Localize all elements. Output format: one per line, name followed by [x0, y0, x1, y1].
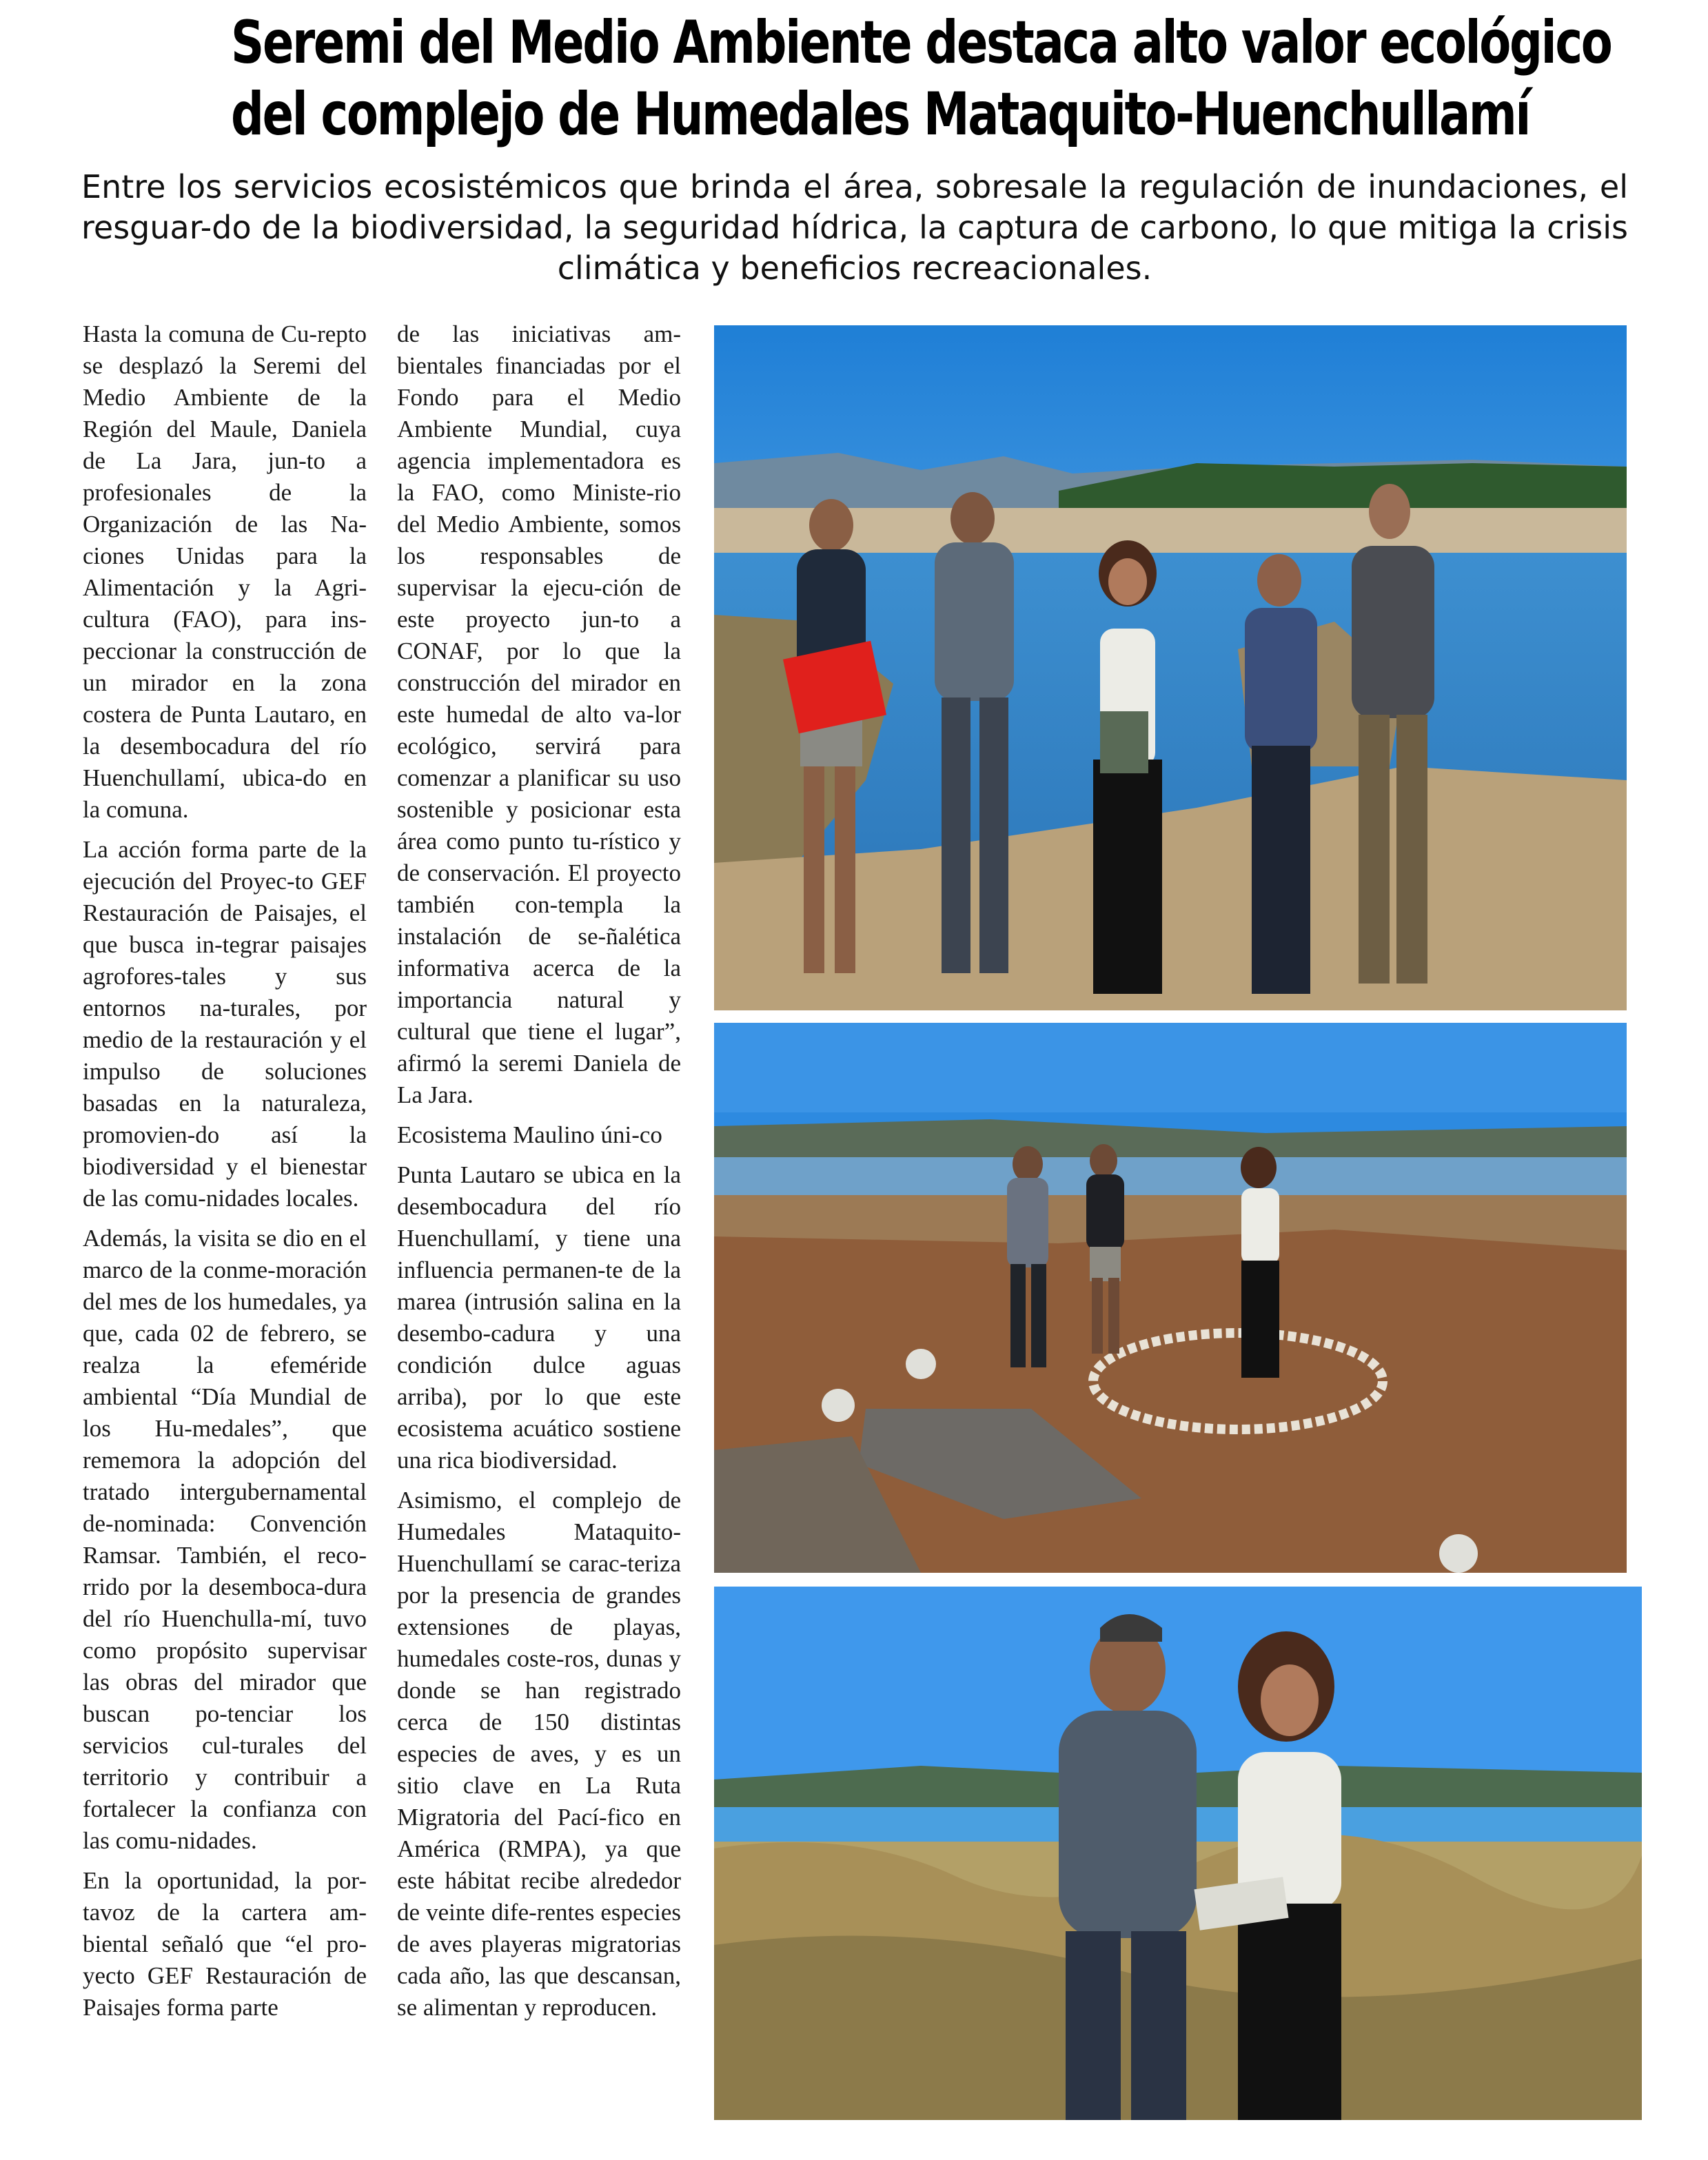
photo-site-illustration	[714, 1023, 1627, 1573]
paragraph: En la oportunidad, la por-tavoz de la cartera am-biental señaló que “el pro-yecto GEF Restauración de Paisajes forma parte	[83, 1867, 367, 2021]
paragraph: Hasta la comuna de Cu-repto se desplazó la Seremi del Medio Ambiente de la Región del Maule, Daniela de La Jara, jun-to a profesionales de la Organización de las Na-ciones Unidas para la Alimentación y la Agri-cultura (FAO), para ins-peccionar la construcción de un mirador en la zona costera de Punta Lautaro, en la desembocadura del río Huenchullamí, ubica-do en la comuna.	[83, 320, 367, 823]
headline	[230, 7, 1612, 150]
photo-reading-illustration	[714, 1587, 1642, 2120]
paragraph: La acción forma parte de la ejecución del Proyec-to GEF Restauración de Paisajes, el que busca in-tegrar paisajes agrofores-tales y sus entornos na-turales, por medio de la restauración y el impulso de soluciones basadas en la naturaleza, promovien-do así la biodiversidad y el bienestar de las comu-nidades locales.	[83, 836, 367, 1212]
photo-mirador-construction	[714, 1023, 1627, 1573]
photo-group-by-river	[714, 325, 1627, 1010]
section-subtitle: Ecosistema Maulino úni-co	[397, 1121, 662, 1148]
headline-line-1: Seremi del Medio Ambiente destaca alto valor ecológico	[230, 8, 1612, 77]
subheadline: Entre los servicios ecosistémicos que brinda el área, sobresale la regulación de inundaciones, el resguar-do de la biodiversidad, la seguridad hídrica, la captura de carbono, lo que mitiga la crisis climática y beneficios recreacionales.	[81, 168, 1628, 287]
paragraph: de las iniciativas am-bientales financiadas por el Fondo para el Medio Ambiente Mundial, cuya agencia implementadora es la FAO, como Ministe-rio del Medio Ambiente, somos los responsables de supervisar la ejecu-ción de este proyecto jun-to a CONAF, por lo que la construcción del mirador en este humedal de alto va-lor ecológico, servirá para comenzar a planificar su uso sostenible y posicionar esta área como punto tu-rístico y de conservación. El proyecto también con-templa la instalación de se-ñalética informativa acerca de la importancia natural y cultural que tiene el lugar”, afirmó la seremi Daniela de La Jara.	[397, 320, 681, 1108]
photo-reading-document	[714, 1587, 1642, 2120]
text-column-1	[83, 318, 367, 2032]
headline-line-2: del complejo de Humedales Mataquito-Huenchullamí	[230, 80, 1530, 149]
paragraph: Asimismo, el complejo de Humedales Mataquito-Huenchullamí se carac-teriza por la presencia de grandes extensiones de playas, humedales coste-ros, dunas y donde se han registrado cerca de 150 distintas especies de aves, y es un sitio clave en La Ruta Migratoria del Pací-fico en América (RMPA), ya que este hábitat recibe alrededor de veinte dife-rentes especies de aves playeras migratorias cada año, las que descansan, se alimentan y reproducen.	[397, 1487, 681, 2021]
paragraph: Además, la visita se dio en el marco de la conme-moración del mes de los humedales, ya que, cada 02 de febrero, se realza la efeméride ambiental “Día Mundial de los Hu-medales”, que rememora la adopción del tratado intergubernamental de-nominada: Convención Ramsar. También, el reco-rrido por la desemboca-dura del río Huenchulla-mí, tuvo como propósito supervisar las obras del mirador que buscan po-tenciar los servicios cul-turales del territorio y contribuir a fortalecer la confianza con las comu-nidades.	[83, 1225, 367, 1854]
paragraph: Punta Lautaro se ubica en la desembocadura del río Huenchullamí, y tiene una influencia permanen-te de la marea (intrusión salina en la desembo-cadura y una condición dulce aguas arriba), por lo que este ecosistema acuático sostiene una rica biodiversidad.	[397, 1161, 681, 1474]
photo-group-illustration	[714, 325, 1627, 1010]
text-column-2	[397, 318, 681, 2032]
